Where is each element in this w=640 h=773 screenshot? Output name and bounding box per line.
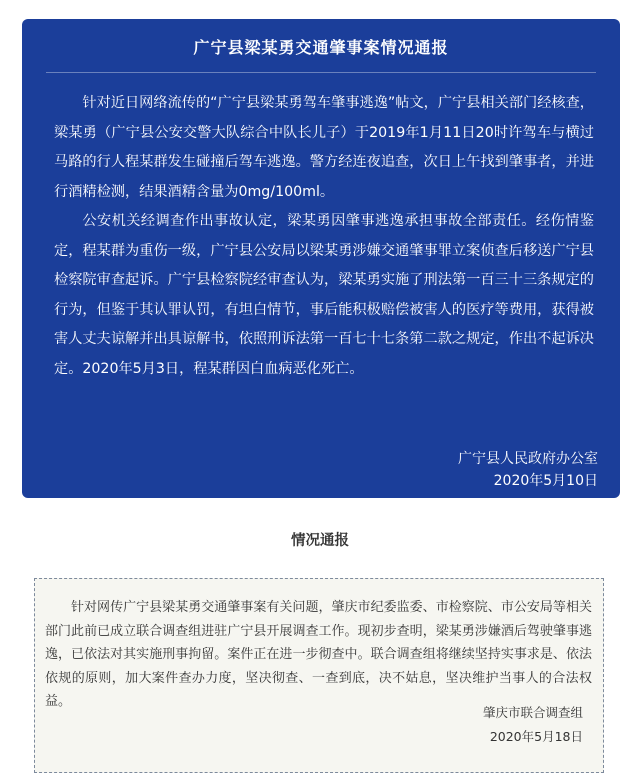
notice-body [54, 89, 594, 384]
notice-signature-date: 2020年5月10日 [493, 473, 598, 489]
report-signature [483, 701, 583, 749]
notice-card [22, 19, 620, 498]
notice-paragraph: 公安机关经调查作出事故认定，梁某勇因肇事逃逸承担事故全部责任。经伤情鉴定，程某群为重伤一级，广宁县公安局以梁某勇涉嫌交通肇事罪立案侦查后移送广宁县检察院审查起诉。广宁县检察院经审查认为，梁某勇实施了刑法第一百三十三条规定的行为，但鉴于其认罪认罚，有坦白情节，事后能积极赔偿被害人的医疗等费用，获得被害人丈夫谅解并出具谅解书，依照刑诉法第一百七十七条第二款之规定，作出不起诉决定。2020年5月3日，程某群因白血病恶化死亡。 [54, 213, 594, 377]
notice-signature [458, 448, 598, 492]
report-box [34, 578, 604, 773]
report-title: 情况通报 [291, 533, 349, 549]
report-signature-org: 肇庆市联合调查组 [482, 705, 583, 720]
report-paragraph: 针对网传广宁县梁某勇交通肇事案有关问题，肇庆市纪委监委、市检察院、市公安局等相关部门此前已成立联合调查组进驻广宁县开展调查工作。现初步查明，梁某勇涉嫌酒后驾驶肇事逃逸，已依法对其实施刑事拘留。案件正在进一步彻查中。联合调查组将继续坚持实事求是、依法依规的原则，加大案件查办力度，坚决彻查、一查到底，决不姑息，坚决维护当事人的合法权益。 [45, 600, 592, 709]
report-body [45, 596, 592, 714]
notice-signature-org: 广宁县人民政府办公室 [458, 451, 598, 467]
report-signature-date: 2020年5月18日 [489, 729, 583, 744]
report-section [0, 498, 640, 765]
notice-title: 广宁县梁某勇交通肇事案情况通报 [193, 38, 449, 57]
notice-paragraph: 针对近日网络流传的“广宁县梁某勇驾车肇事逃逸”帖文，广宁县相关部门经核查，梁某勇（广宁县公安交警大队综合中队长儿子）于2019年1月11日20时许驾车与横过马路的行人程某群发生碰撞后驾车逃逸。警方经连夜追查，次日上午找到肇事者，并进行酒精检测，结果酒精含量为0mg/100ml。 [54, 95, 594, 200]
notice-divider [46, 72, 596, 73]
